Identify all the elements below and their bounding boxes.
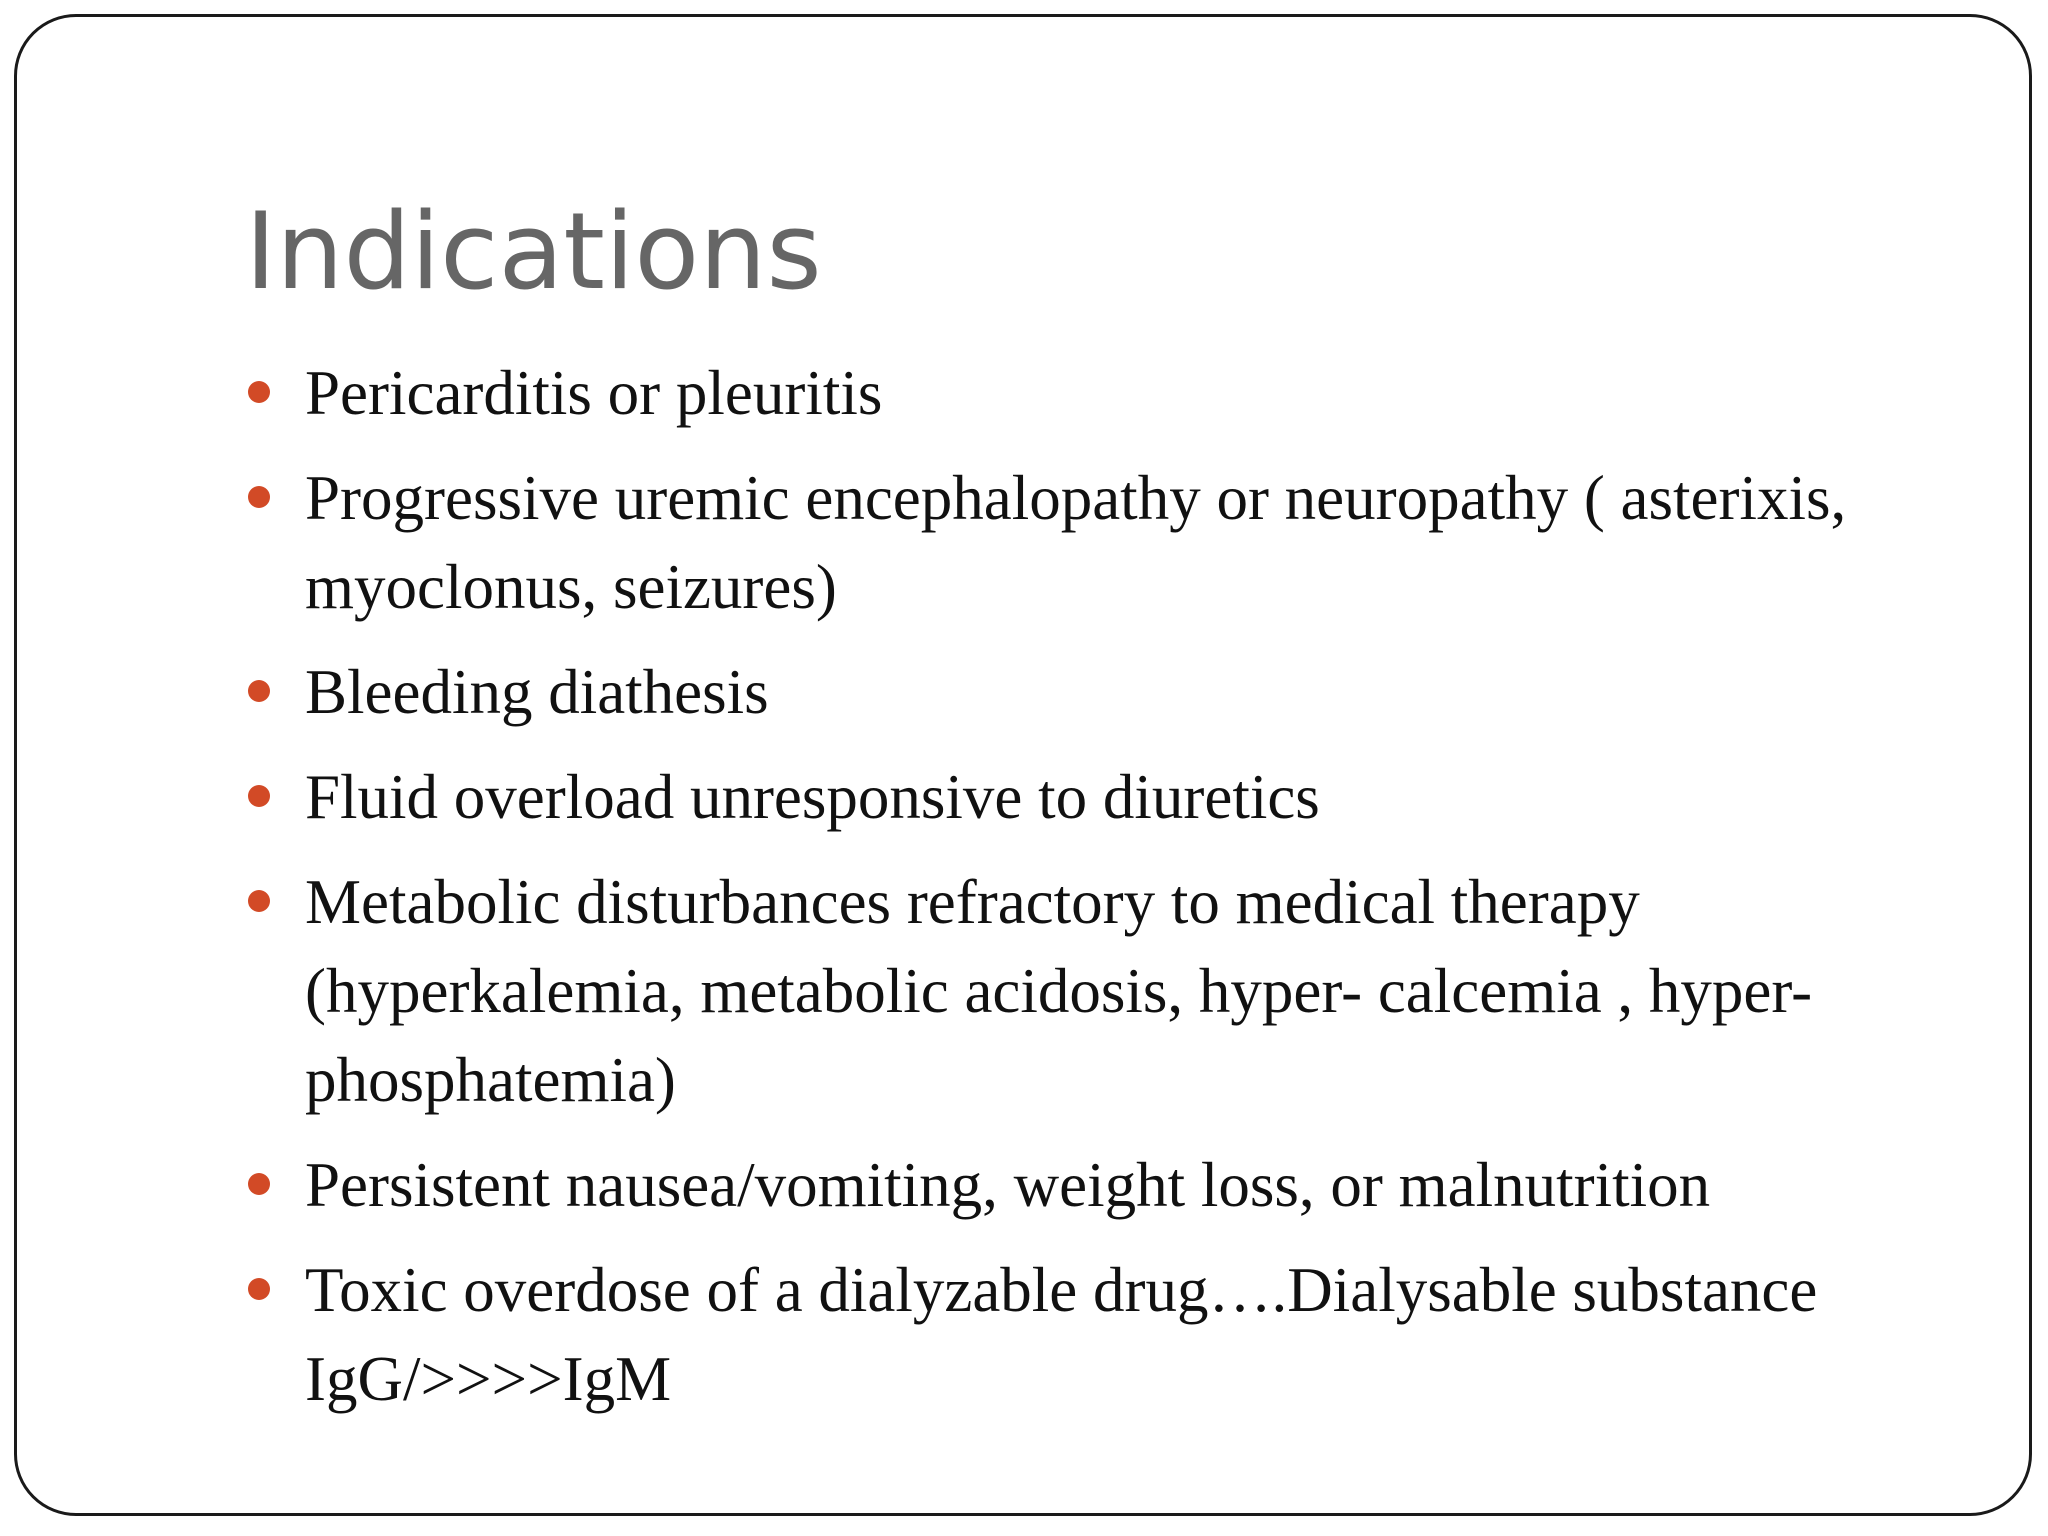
bullet-text: Progressive uremic encephalopathy or neuropathy ( asterixis, myoclonus, seizures): [305, 463, 1847, 622]
bullet-text: Pericarditis or pleuritis: [305, 358, 883, 428]
bullet-dot-icon: [248, 381, 270, 403]
bullet-dot-icon: [248, 680, 270, 702]
bullet-dot-icon: [248, 890, 270, 912]
bullet-item-bleeding: [245, 648, 1965, 737]
bullet-item-nausea: [245, 1141, 1965, 1230]
bullet-item-encephalopathy: [245, 454, 1965, 632]
bullet-text: Metabolic disturbances refractory to medical therapy (hyperkalemia, metabolic acidosis, hyper- calcemia , hyper-phosphatemia): [305, 867, 1813, 1115]
bullet-item-metabolic: [245, 858, 1965, 1125]
slide-title: Indications: [245, 190, 822, 313]
bullet-item-pericarditis: [245, 349, 1965, 438]
bullet-text: Bleeding diathesis: [305, 657, 769, 727]
bullet-text: Fluid overload unresponsive to diuretics: [305, 762, 1320, 832]
bullet-list: [245, 349, 1965, 1440]
bullet-dot-icon: [248, 785, 270, 807]
bullet-dot-icon: [248, 1278, 270, 1300]
bullet-text: Persistent nausea/vomiting, weight loss, or malnutrition: [305, 1150, 1711, 1220]
bullet-item-fluid-overload: [245, 753, 1965, 842]
slide-frame: [14, 14, 2032, 1516]
bullet-dot-icon: [248, 1173, 270, 1195]
bullet-item-toxic-overdose: [245, 1246, 1965, 1424]
bullet-text: Toxic overdose of a dialyzable drug….Dialysable substance IgG/>>>>IgM: [305, 1255, 1818, 1414]
bullet-dot-icon: [248, 486, 270, 508]
